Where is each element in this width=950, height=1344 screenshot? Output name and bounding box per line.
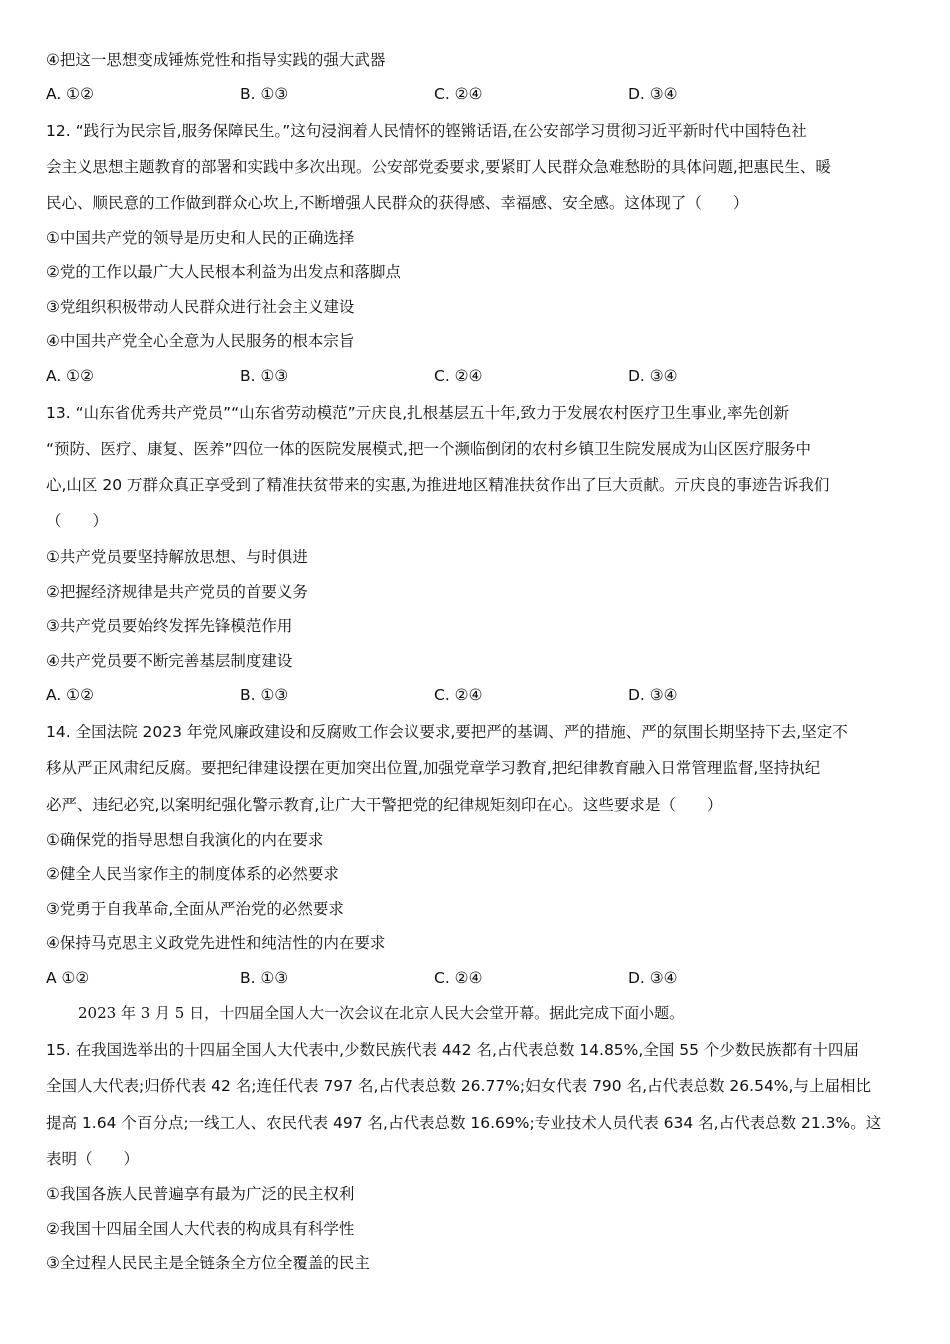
q14-options	[46, 968, 906, 988]
q13-item: ②把握经济规律是共产党员的首要义务	[46, 583, 308, 601]
q11-item-4: ④把这一思想变成锤炼党性和指导实践的强大武器	[46, 51, 386, 69]
q15-stem-line: 全国人大代表;归侨代表 42 名;连任代表 797 名,占代表总数 26.77%;妇女代表 790 名,占代表总数 26.54%,与上届相比	[46, 1077, 871, 1095]
q14-item: ①确保党的指导思想自我演化的内在要求	[46, 831, 324, 849]
q12-option-c: C. ②④	[434, 367, 483, 385]
q13-item: ①共产党员要坚持解放思想、与时俱进	[46, 548, 308, 566]
q12-stem-line: 12. “践行为民宗旨,服务保障民生。”这句浸润着人民情怀的铿锵话语,在公安部学习贯彻习近平新时代中国特色社	[46, 122, 807, 140]
q12-item: ④中国共产党全心全意为人民服务的根本宗旨	[46, 332, 355, 350]
q12-item: ②党的工作以最广大人民根本利益为出发点和落脚点	[46, 263, 401, 281]
q12-stem-line: 民心、顺民意的工作做到群众心坎上,不断增强人民群众的获得感、幸福感、安全感。这体现了（ ）	[46, 194, 749, 212]
q14-item: ②健全人民当家作主的制度体系的必然要求	[46, 865, 339, 883]
q14-stem-line: 移从严正风肃纪反腐。要把纪律建设摆在更加突出位置,加强党章学习教育,把纪律教育融入日常管理监督,坚持执纪	[46, 759, 821, 777]
q14-option-c: C. ②④	[434, 969, 483, 987]
q14-item: ④保持马克思主义政党先进性和纯洁性的内在要求	[46, 934, 386, 952]
q14-stem-line: 必严、违纪必究,以案明纪强化警示教育,让广大干警把党的纪律规矩刻印在心。这些要求是（ ）	[46, 796, 723, 814]
q11-option-d: D. ③④	[628, 85, 678, 103]
q12-item: ①中国共产党的领导是历史和人民的正确选择	[46, 229, 355, 247]
q13-option-d: D. ③④	[628, 686, 678, 704]
q13-stem-line: 13. “山东省优秀共产党员”“山东省劳动模范”亓庆良,扎根基层五十年,致力于发展农村医疗卫生事业,率先创新	[46, 404, 789, 422]
section-intro: 2023 年 3 月 5 日，十四届全国人大一次会议在北京人民大会堂开幕。据此完成下面小题。	[78, 1004, 685, 1022]
q13-option-a: A. ①②	[46, 686, 94, 704]
q15-stem-line: 15. 在我国选举出的十四届全国人大代表中,少数民族代表 442 名,占代表总数 14.85%,全国 55 个少数民族都有十四届	[46, 1041, 859, 1059]
q13-item: ③共产党员要始终发挥先锋模范作用	[46, 617, 293, 635]
q13-options	[46, 685, 906, 705]
q11-option-c: C. ②④	[434, 85, 483, 103]
q13-stem-line: 心,山区 20 万群众真正享受到了精准扶贫带来的实惠,为推进地区精准扶贫作出了巨大贡献。亓庆良的事迹告诉我们	[46, 476, 830, 494]
q12-options	[46, 366, 906, 386]
q11-options	[46, 84, 906, 104]
q13-stem-line: “预防、医疗、康复、医养”四位一体的医院发展模式,把一个濒临倒闭的农村乡镇卫生院发展成为山区医疗服务中	[46, 440, 811, 458]
q13-option-b: B. ①③	[240, 686, 289, 704]
q13-item: ④共产党员要不断完善基层制度建设	[46, 652, 293, 670]
q14-option-a: A ①②	[46, 969, 90, 987]
q11-option-a: A. ①②	[46, 85, 94, 103]
q13-stem-line: （ ）	[46, 512, 109, 530]
q15-item: ②我国十四届全国人大代表的构成具有科学性	[46, 1220, 355, 1238]
q14-stem-line: 14. 全国法院 2023 年党风廉政建设和反腐败工作会议要求,要把严的基调、严的措施、严的氛围长期坚持下去,坚定不	[46, 723, 848, 741]
q14-option-d: D. ③④	[628, 969, 678, 987]
q14-option-b: B. ①③	[240, 969, 289, 987]
q11-option-b: B. ①③	[240, 85, 289, 103]
q14-item: ③党勇于自我革命,全面从严治党的必然要求	[46, 900, 344, 918]
q12-option-d: D. ③④	[628, 367, 678, 385]
q15-item: ③全过程人民民主是全链条全方位全覆盖的民主	[46, 1254, 370, 1272]
q15-stem-line: 提高 1.64 个百分点;一线工人、农民代表 497 名,占代表总数 16.69%;专业技术人员代表 634 名,占代表总数 21.3%。这	[46, 1114, 882, 1132]
q12-item: ③党组织积极带动人民群众进行社会主义建设	[46, 298, 355, 316]
q12-option-a: A. ①②	[46, 367, 94, 385]
q13-option-c: C. ②④	[434, 686, 483, 704]
q12-option-b: B. ①③	[240, 367, 289, 385]
q15-item: ①我国各族人民普遍享有最为广泛的民主权利	[46, 1185, 355, 1203]
q12-stem-line: 会主义思想主题教育的部署和实践中多次出现。公安部党委要求,要紧盯人民群众急难愁盼的具体问题,把惠民生、暖	[46, 158, 831, 176]
q15-stem-line: 表明（ ）	[46, 1150, 140, 1168]
